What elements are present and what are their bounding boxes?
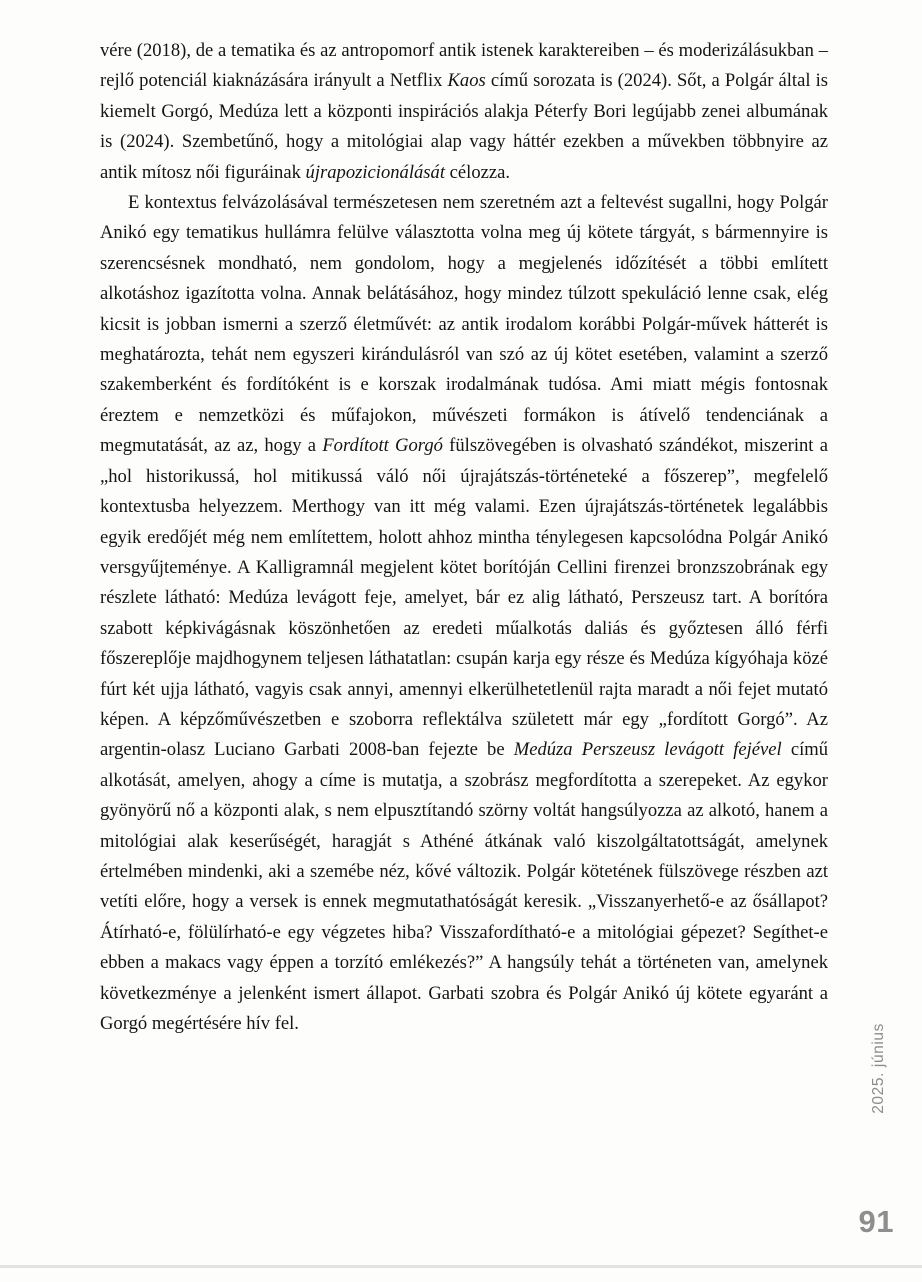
paragraph	[100, 188, 828, 1039]
text-run: című sorozata is (2024). Sőt, a Polgár által is kiemelt Gorgó, Medúza lett a központi inspirációs alakja Péterfy Bori legújabb zenei albumának is (2024). Szembetűnő, hogy a mitológiai alap vagy háttér ezekben a művekben többnyire az antik mítosz női figuráinak	[100, 70, 828, 183]
bottom-rule-divider	[0, 1265, 922, 1268]
paragraph	[100, 36, 828, 188]
italic-title: Medúza Perszeusz levágott fejével	[513, 739, 782, 761]
page-number: 91	[858, 1204, 894, 1239]
text-run: vére (2018), de a tematika és az antropomorf antik istenek karaktereiben – és moderizálásukban – rejlő potenciál kiaknázására irányult a Netflix	[100, 40, 828, 92]
text-run: című alkotását, amelyen, ahogy a címe is mutatja, a szobrász megfordította a szerepeket. Az egykor gyönyörű nő a központi alak, s nem elpusztítandó szörny voltát hangsúlyozza az alkotó, hanem a mitológiai alak keserűségét, haragját s Athéné átkának való kiszolgáltatottságát, amelynek értelmében mindenki, aki a szemébe néz, kővé változik. Polgár kötetének fülszövege részben azt vetíti előre, hogy a versek is ennek megmutathatóságát keresik. „Visszanyerhető-e az ősállapot? Átírható-e, fölülírható-e egy végzetes hiba? Visszafordítható-e a mitológiai gépezet? Segíthet-e ebben a makacs vagy éppen a torzító emlékezés?” A hangsúly tehát a történeten van, amelynek következménye a jelenként ismert állapot. Garbati szobra és Polgár Anikó új kötete egyaránt a Gorgó megértésére hív fel.	[100, 739, 829, 1034]
text-run: célozza.	[445, 161, 511, 183]
italic-title: újrapozicionálását	[305, 161, 445, 183]
issue-date-sidenote: 2025. június	[870, 1023, 887, 1114]
text-run: fülszövegében is olvasható szándékot, miszerint a „hol historikussá, hol mitikussá váló női újrajátszás-történeteké a főszerep”, megfelelő kontextusba helyezzem. Merthogy van itt még valami. Ezen újrajátszás-történetek legalábbis egyik eredőjét még nem említettem, holott ahhoz mintha ténylegesen kapcsolódna Polgár Anikó versgyűjteménye. A Kalligramnál megjelent kötet borítóján Cellini firenzei bronzszobrának egy részlete látható: Medúza levágott feje, amelyet, bár ez alig látható, Perszeusz tart. A borítóra szabott képkivágásnak köszönhetően az eredeti műalkotás daliás és győztesen álló férfi főszereplője majdhogynem teljesen láthatatlan: csupán karja egy része és Medúza kígyóhaja közé fúrt két ujja látható, vagyis csak annyi, amennyi elkerülhetetlenül rajta maradt a női fejet mutató képen. A képzőművészetben e szoborra reflektálva született már egy „fordított Gorgó”. Az argentin-olasz Luciano Garbati 2008-ban fejezte be	[100, 435, 828, 761]
text-run: E kontextus felvázolásával természetesen nem szeretném azt a feltevést sugallni, hogy Polgár Anikó egy tematikus hullámra felülve választotta volna meg új kötete tárgyát, s bármennyire is szerencsésnek mondható, nem gondolom, hogy a megjelenés időzítését a többi említett alkotáshoz igazította volna. Annak belátásához, hogy mindez túlzott spekuláció lenne csak, elég kicsit is jobban ismerni a szerző életművét: az antik irodalom korábbi Polgár-művek hátterét is meghatározta, tehát nem egyszeri kirándulásról van szó az új kötet esetében, valamint a szerző szakemberként és fordítóként is e korszak irodalmának tudósa. Ami miatt mégis fontosnak éreztem e nemzetközi és műfajokon, művészeti formákon is átívelő tendenciának a megmutatását, az az, hogy a	[100, 192, 828, 457]
italic-title: Kaos	[447, 70, 486, 92]
body-text-column	[100, 36, 828, 1039]
italic-title: Fordított Gorgó	[322, 435, 443, 457]
